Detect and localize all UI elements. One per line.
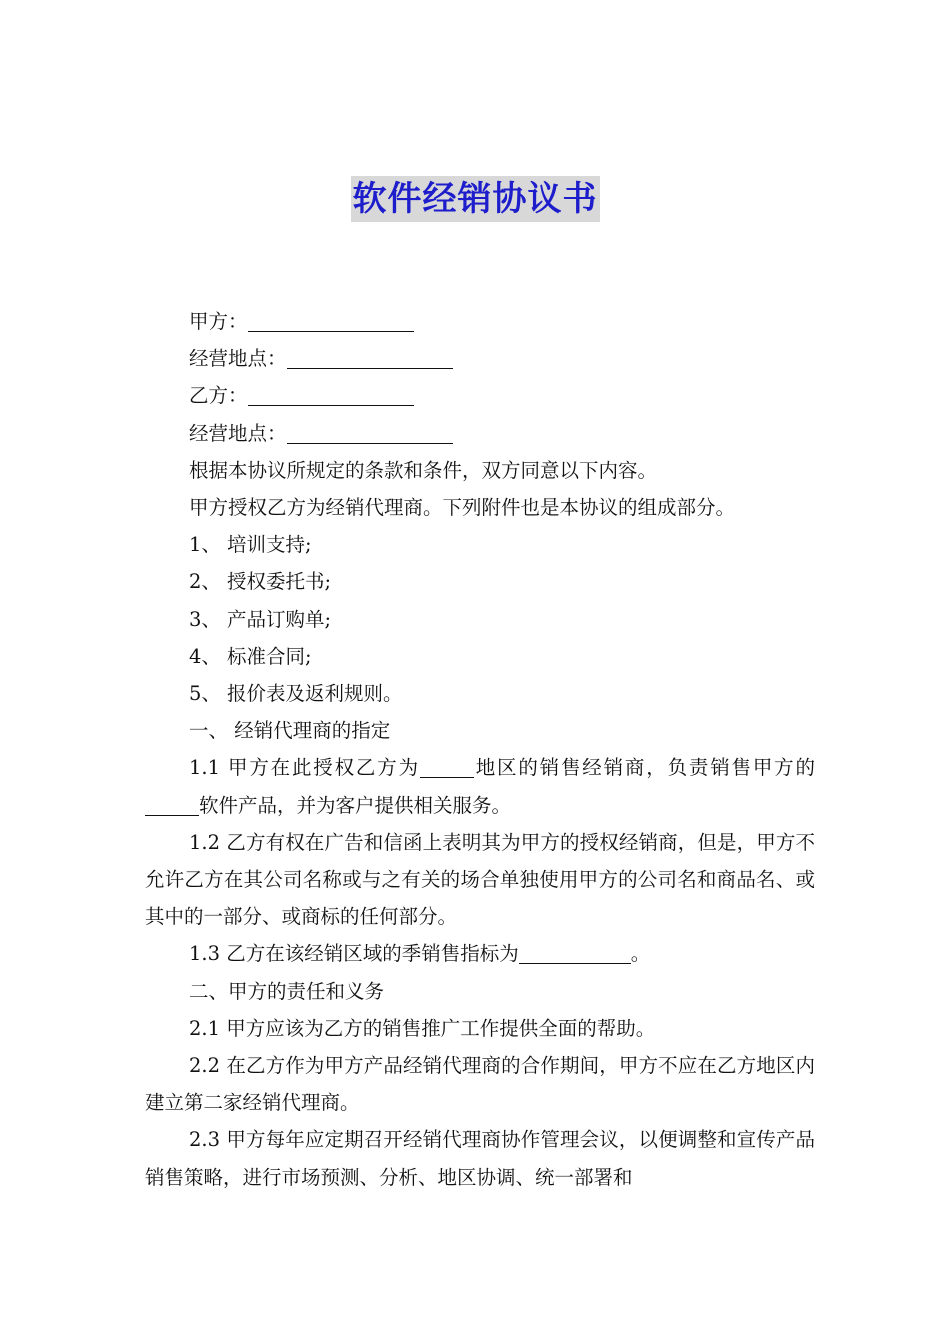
attachment-text: 报价表及返利规则。 [227,682,403,706]
party-a-blank [248,309,414,332]
clause-1-3-part-b: 。 [630,942,651,966]
party-b-line [145,377,815,414]
title-container [0,176,950,222]
clause-1-1-part-c: 软件产品，并为客户提供相关服务。 [199,793,512,817]
attachment-item [145,526,815,563]
attachment-text: 培训支持; [227,533,312,557]
clause-1-3 [145,935,815,972]
party-b-label: 乙方： [189,384,248,408]
clause-1-3-part-a: 1.3 乙方在该经销区域的季销售指标为 [189,942,519,966]
region-blank [420,755,474,778]
intro-paragraph-2: 甲方授权乙方为经销代理商。下列附件也是本协议的组成部分。 [189,496,736,520]
clause-1-1-part-a: 1.1 甲方在此授权乙方为 [189,756,420,780]
party-a-location-line [145,340,815,377]
section-1-heading: 一、 经销代理商的指定 [189,719,391,743]
attachment-item [145,675,815,712]
sales-target-blank [519,941,631,964]
attachment-number: 5、 [189,682,221,706]
party-a-label: 甲方： [189,310,248,333]
party-a-location-label: 经营地点： [189,347,287,371]
attachment-number: 3、 [189,607,221,631]
party-b-location-label: 经营地点： [189,421,287,445]
document-title: 软件经销协议书 [351,176,600,222]
attachment-text: 标准合同; [227,644,312,668]
attachment-text: 产品订购单; [227,607,332,631]
party-a-location-blank [287,346,453,369]
section-2-heading: 二、甲方的责任和义务 [189,979,385,1003]
product-blank [145,793,199,816]
party-b-location-blank [287,421,453,444]
attachment-item [145,563,815,600]
attachment-number: 4、 [189,644,221,668]
clause-1-1 [145,749,815,823]
attachment-text: 授权委托书; [227,570,332,594]
attachment-number: 1、 [189,533,221,557]
party-b-location-line [145,415,815,452]
attachment-item [145,601,815,638]
document-body [145,303,815,1196]
attachment-item [145,638,815,675]
clause-2-3: 2.3 甲方每年应定期召开经销代理商协作管理会议，以便调整和宣传产品销售策略，进行市场预测、分析、地区协调、统一部署和 [145,1128,815,1189]
clause-2-2: 2.2 在乙方作为甲方产品经销代理商的合作期间，甲方不应在乙方地区内建立第二家经销代理商。 [145,1054,815,1115]
party-a-line [145,303,815,340]
party-b-blank [248,383,414,406]
attachment-number: 2、 [189,570,221,594]
clause-2-1: 2.1 甲方应该为乙方的销售推广工作提供全面的帮助。 [189,1016,656,1040]
intro-paragraph-1: 根据本协议所规定的条款和条件，双方同意以下内容。 [189,458,658,482]
clause-1-1-part-b: 地区的销售经销商，负责销售甲方的 [473,756,815,780]
clause-1-2: 1.2 乙方有权在广告和信函上表明其为甲方的授权经销商，但是，甲方不允许乙方在其公司名称或与之有关的场合单独使用甲方的公司名和商品名、或其中的一部分、或商标的任何部分。 [145,830,815,929]
